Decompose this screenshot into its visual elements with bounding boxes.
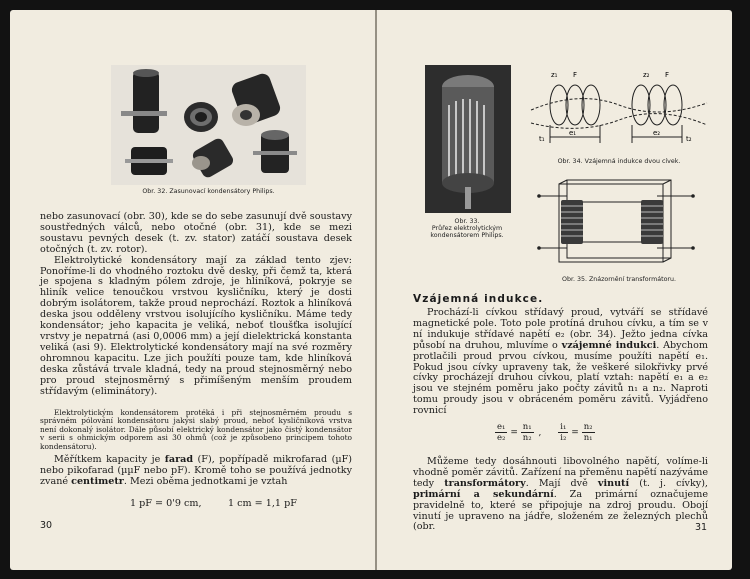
section-heading: Vzájemná indukce.: [413, 293, 544, 305]
equals-sign: =: [571, 428, 579, 438]
paragraph: Elektrolytické kondensátory mají za základ tento zjev: Ponoříme-li do vhodného roztoku dvě desky, při čemž ta, která je spojena s kladným pólem zdroje, je hliníková, pokryje se hliník velice tenoučkou vrstvou kysličníku, který je dosti dobrým isolátorem, takže proud neprochází. Roztok a hliníková deska jsou odděleny vrstvou isolujícího kysličníku. Máme tedy kondensátor; jeho kapacita je veliká, neboť tloušťka isolující vrstvy je nepatrná (asi 0,0006 mm) a její dielektrická konstanta veliká (asi 9). Elektrolytické kondensátory mají na své rozměry ohromnou kapacitu. Lze jich použíti pouze tam, kde hliníková deska zůstává trvale kladná, tedy na proud stejnosměrný nebo pro proud stejnosměrný s přimíšeným menším proudem střídavým (eliminátory).: [40, 254, 352, 397]
paragraph: [40, 455, 352, 488]
figure-35-caption: Obr. 35. Znázornění transformátoru.: [561, 276, 677, 283]
text-run: . Mají dvě: [525, 477, 598, 489]
units-text: (F), popřípadě mikrofarad (µF) nebo pikofarad (µµF nebo pF). Kromě toho se používá jednotky zvané: [40, 454, 352, 487]
text-run: (t. j. cívky),: [629, 477, 708, 489]
units-paragraph: [40, 455, 352, 488]
numerator: n₁: [522, 422, 532, 432]
label-f2: F: [665, 71, 670, 79]
mutual-induction-term: vzájemné indukci: [561, 339, 657, 351]
transformer-term: transformátory: [444, 477, 526, 489]
denominator: e₂: [497, 433, 506, 443]
right-page: [377, 10, 732, 570]
label-e1: e₁: [569, 129, 577, 137]
centimetr-term: centimetr: [71, 475, 124, 487]
text-run: Můžeme tedy dosáhnouti libovolného napětí, volíme-li vhodně poměr závitů. Zařízení na přeměnu napětí nazýváme tedy: [413, 456, 708, 489]
units-text: . Mezi oběma jednotkami je vztah: [123, 475, 288, 487]
equals-sign: =: [510, 428, 518, 438]
transformer-diagram: [537, 172, 697, 272]
numerator: n₂: [583, 422, 593, 432]
figure-32-caption: Obr. 32. Zasunovací kondensátory Philips.: [142, 188, 275, 195]
farad-term: farad: [164, 454, 194, 465]
label-t1: t₁: [539, 135, 545, 143]
paragraph: nebo zasunovací (obr. 30), kde se do sebe zasunují dvě soustavy soustředných válců, nebo otočné (obr. 31), kde se mezi soustavu pevných desek (t. zv. stator) zatáčí soustava desek otočných (t. zv. rotor).: [40, 211, 352, 255]
electrolytic-capacitor-section-photo: [425, 65, 511, 213]
text-run: Prochází-li cívkou střídavý proud, vytváří se střídavé magnetické pole. Toto pole protíná druhou cívku, a tím se v ní indukuje střídavé napětí e₂ (obr. 34). Ježto jedna cívka působí na druhou, mluvíme o: [413, 307, 708, 351]
fraction-n2-n1: [582, 422, 595, 443]
page-number-left: 30: [40, 520, 53, 531]
fraction-e1-e2: [495, 422, 507, 443]
paragraph: [413, 457, 708, 533]
separator: ,: [538, 428, 542, 438]
figure-33-caption-line: Průřez elektrolytickým: [431, 225, 503, 233]
capacity-formula-1: 1 pF = 0'9 cm,: [130, 498, 202, 509]
figure-33-caption-line: kondensátorem Philips.: [430, 232, 504, 240]
text-run: . Abychom protlačili proud prvou cívkou, musíme použíti napětí e₁. Pokud jsou cívky upraveny tak, že veškeré silokřivky prvé cívky procházejí druhou cívkou, platí vztah: napětí e₁ a e₂ jsou ve stejném poměru jako počty závitů n₁ a n₂. Naproti tomu proudy jsou v obráceném poměru závitů. Vyjádřeno rovnicí: [413, 339, 708, 417]
text-run: . Za primární označujeme pravidelně to, které se připojuje na zdroj proudu. Obojí vinutí je upraveno na jádře, složeném ze železných plechů (obr.: [413, 488, 708, 533]
denominator: n₁: [583, 433, 593, 443]
figure-33-caption: [417, 218, 517, 240]
fraction-n1-n2: [521, 422, 534, 443]
label-e2: e₂: [653, 129, 661, 137]
label-f1: F: [573, 71, 578, 79]
units-text: Měřítkem kapacity je: [54, 454, 165, 465]
mutual-induction-text: [413, 308, 708, 417]
fraction-i1-i2: [558, 422, 568, 443]
capacity-formula-2: 1 cm = 1,1 pF: [228, 498, 297, 509]
label-z1: z₁: [551, 71, 558, 79]
figure-33-caption-line: Obr. 33.: [454, 218, 480, 225]
numerator: e₁: [497, 422, 506, 432]
denominator: i₂: [560, 433, 567, 443]
denominator: n₂: [522, 433, 532, 443]
primary-secondary-term: primární a sekundární: [413, 488, 554, 500]
figure-34-caption: Obr. 34. Vzájemná indukce dvou cívek.: [557, 158, 681, 165]
paragraph: [413, 308, 708, 417]
page-number-right: 31: [695, 522, 708, 533]
capacitors-photo: [111, 65, 306, 185]
label-t2: t₂: [686, 135, 692, 143]
label-z2: z₂: [643, 71, 650, 79]
transformer-text: [413, 457, 708, 533]
numerator: i₁: [560, 422, 567, 432]
mutual-induction-diagram: [529, 65, 709, 155]
winding-term: vinutí: [597, 477, 630, 489]
ratio-equations: [495, 422, 595, 443]
left-page: [10, 10, 375, 570]
left-body-text: [40, 212, 352, 397]
small-note: Elektrolytickým kondensátorem protéká i při stejnosměrném proudu s správném pólování kondensátoru jakýsi slabý proud, neboť kysličníková vrstva není dokonalý isolátor. Dále působí elektrický kondensátor jako čistý kondensátor v serii s ohmickým odporem asi 30 ohmů (což je způsobeno principem tohoto kondensátoru).: [40, 408, 352, 451]
